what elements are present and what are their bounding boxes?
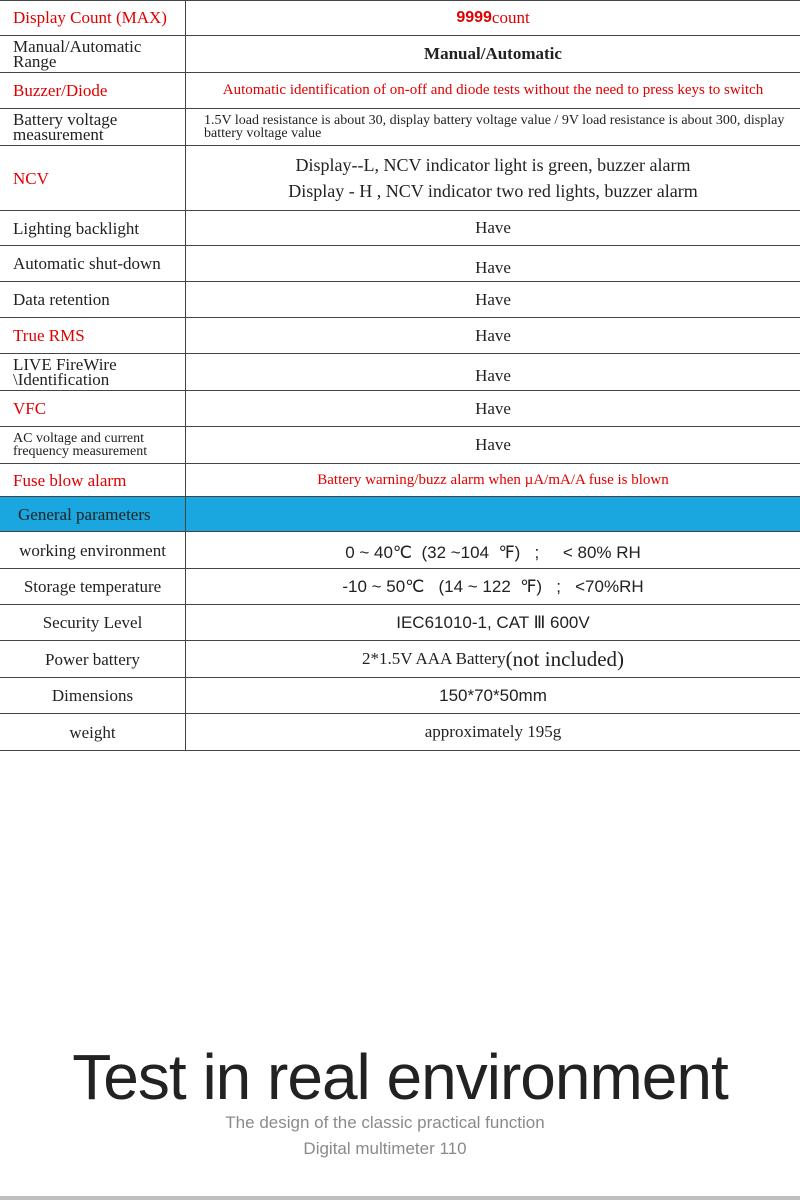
spec-value: Have	[475, 366, 511, 385]
spec-value: Have	[475, 435, 511, 454]
ncv-line-2: Display - H , NCV indicator two red lights, buzzer alarm	[288, 181, 698, 201]
spec-value: Have	[475, 218, 511, 237]
spec-label: Lighting backlight	[0, 211, 186, 245]
general-value: IEC61010-1, CAT Ⅲ 600V	[396, 612, 590, 632]
spec-row-ncv	[0, 146, 800, 211]
promo-subline-1: The design of the classic practical function	[225, 1113, 545, 1132]
spec-row-vfc	[0, 391, 800, 427]
spec-row-battery-voltage	[0, 109, 800, 146]
general-row-weight	[0, 714, 800, 751]
spec-value: Manual/Automatic	[424, 44, 562, 63]
promo-subline-2: Digital multimeter 110	[303, 1139, 467, 1158]
general-row-dimensions	[0, 678, 800, 714]
general-value	[186, 641, 800, 677]
spec-row-data-retention	[0, 282, 800, 318]
spec-value: Have	[475, 257, 511, 277]
spec-row-backlight	[0, 211, 800, 246]
general-parameters-header	[0, 497, 800, 532]
battery-spec: 2*1.5V AAA Battery	[361, 649, 506, 668]
general-label: Storage temperature	[0, 569, 186, 604]
section-title: General parameters	[0, 497, 186, 531]
ncv-line-1: Display--L, NCV indicator light is green, buzzer alarm	[295, 155, 691, 175]
spec-label: True RMS	[0, 318, 186, 353]
spec-row-true-rms	[0, 318, 800, 354]
spec-row-range	[0, 36, 800, 73]
spec-value	[186, 146, 800, 210]
promo-headline: Test in real environment	[72, 1041, 728, 1113]
general-label: Dimensions	[0, 678, 186, 713]
spec-value: Have	[475, 398, 511, 418]
spec-value	[186, 0, 800, 35]
spec-label: Fuse blow alarm	[0, 464, 186, 496]
general-value: -10 ~ 50℃ (14 ~ 122 ℉) ; <70%RH	[342, 576, 644, 596]
spec-row-auto-shutdown	[0, 246, 800, 282]
spec-label: VFC	[0, 391, 186, 426]
bottom-divider	[0, 1196, 800, 1200]
spec-row-live-firewire	[0, 354, 800, 391]
general-label: working environment	[0, 532, 186, 568]
general-row-working-environment	[0, 532, 800, 569]
count-number: 9999	[456, 8, 492, 26]
general-label: Security Level	[0, 605, 186, 640]
spec-value: Have	[475, 325, 511, 345]
general-value: 0 ~ 40℃ (32 ~104 ℉) ; < 80% RH	[345, 543, 641, 562]
spec-value: Automatic identification of on-off and diode tests without the need to press keys to switch	[222, 82, 764, 98]
general-value: approximately 195g	[424, 722, 562, 741]
spec-label: Automatic shut-down	[0, 246, 186, 281]
spec-row-display-count	[0, 0, 800, 36]
spec-value: 1.5V load resistance is about 30, display battery voltage value / 9V load resistance is about 300, display battery voltage value	[204, 113, 785, 141]
spec-label: Buzzer/Diode	[0, 73, 186, 108]
spec-label: Display Count (MAX)	[0, 0, 186, 35]
general-row-power-battery	[0, 641, 800, 678]
spec-label: LIVE FireWire \Identification	[0, 354, 186, 390]
battery-note: (not included)	[505, 646, 625, 671]
general-row-storage-temperature	[0, 569, 800, 605]
general-label: Power battery	[0, 641, 186, 677]
spec-label: Manual/Automatic Range	[0, 36, 186, 72]
general-row-security-level	[0, 605, 800, 641]
spec-row-fuse-alarm	[0, 464, 800, 497]
spec-row-buzzer	[0, 73, 800, 109]
count-unit: count	[491, 7, 530, 27]
spec-value: Have	[475, 289, 511, 309]
general-label: weight	[0, 714, 186, 750]
spec-label: Battery voltage measurement	[0, 109, 186, 145]
spec-label: NCV	[0, 146, 186, 210]
general-value: 150*70*50mm	[439, 685, 547, 705]
spec-value: Battery warning/buzz alarm when µA/mA/A fuse is blown	[317, 471, 669, 488]
spec-label: AC voltage and current frequency measurement	[0, 427, 186, 463]
spec-label: Data retention	[0, 282, 186, 317]
spec-row-ac-frequency	[0, 427, 800, 464]
